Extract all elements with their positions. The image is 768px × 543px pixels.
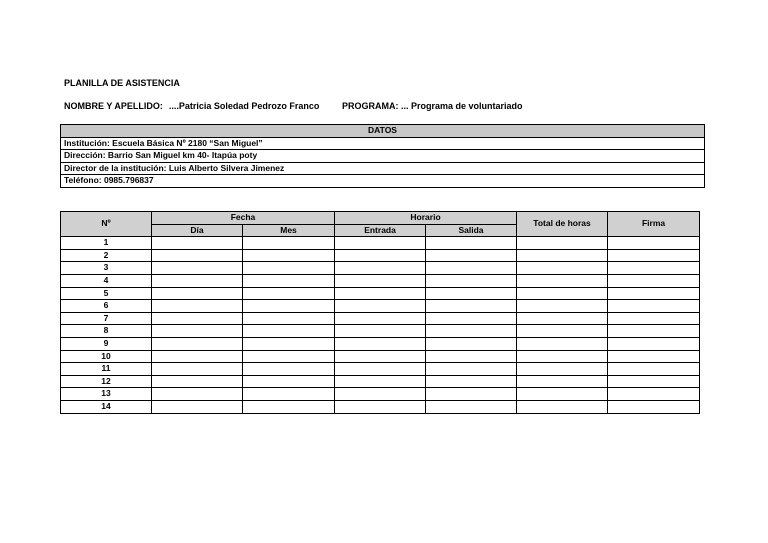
signature-cell[interactable]: [608, 287, 700, 300]
dia-cell[interactable]: [152, 325, 243, 338]
row-number: 9: [61, 337, 152, 350]
entrada-cell[interactable]: [335, 388, 426, 401]
signature-cell[interactable]: [608, 249, 700, 262]
dia-cell[interactable]: [152, 312, 243, 325]
salida-cell[interactable]: [426, 375, 517, 388]
mes-cell[interactable]: [243, 337, 335, 350]
table-row: [61, 375, 700, 388]
table-row: [61, 237, 700, 250]
row-number: 11: [61, 363, 152, 376]
col-number-header: Nº: [61, 212, 152, 237]
signature-cell[interactable]: [608, 363, 700, 376]
signature-cell[interactable]: [608, 262, 700, 275]
mes-cell[interactable]: [243, 249, 335, 262]
dia-cell[interactable]: [152, 237, 243, 250]
col-entrada-header: Entrada: [335, 224, 426, 237]
row-number: 14: [61, 400, 152, 413]
signature-cell[interactable]: [608, 237, 700, 250]
signature-cell[interactable]: [608, 375, 700, 388]
salida-cell[interactable]: [426, 312, 517, 325]
signature-cell[interactable]: [608, 325, 700, 338]
row-number: 4: [61, 274, 152, 287]
table-row: [61, 363, 700, 376]
program-label: PROGRAMA:: [342, 101, 399, 111]
table-row: [61, 388, 700, 401]
entrada-cell[interactable]: [335, 337, 426, 350]
salida-cell[interactable]: [426, 300, 517, 313]
col-salida-header: Salida: [426, 224, 517, 237]
row-number: 12: [61, 375, 152, 388]
mes-cell[interactable]: [243, 400, 335, 413]
document-title: PLANILLA DE ASISTENCIA: [64, 78, 180, 88]
total-hours-cell[interactable]: [517, 312, 608, 325]
dia-cell[interactable]: [152, 375, 243, 388]
entrada-cell[interactable]: [335, 325, 426, 338]
name-line: [64, 101, 319, 111]
dia-cell[interactable]: [152, 400, 243, 413]
mes-cell[interactable]: [243, 274, 335, 287]
total-hours-cell[interactable]: [517, 400, 608, 413]
signature-cell[interactable]: [608, 388, 700, 401]
total-hours-cell[interactable]: [517, 262, 608, 275]
entrada-cell[interactable]: [335, 350, 426, 363]
signature-cell[interactable]: [608, 312, 700, 325]
salida-cell[interactable]: [426, 363, 517, 376]
signature-cell[interactable]: [608, 400, 700, 413]
table-row: [61, 262, 700, 275]
row-number: 5: [61, 287, 152, 300]
table-row: [61, 249, 700, 262]
salida-cell[interactable]: [426, 388, 517, 401]
mes-cell[interactable]: [243, 388, 335, 401]
salida-cell[interactable]: [426, 262, 517, 275]
col-total-header: Total de horas: [517, 212, 608, 237]
row-number: 2: [61, 249, 152, 262]
dia-cell[interactable]: [152, 287, 243, 300]
signature-cell[interactable]: [608, 300, 700, 313]
datos-phone: Teléfono: 0985.796837: [61, 175, 705, 188]
dia-cell[interactable]: [152, 337, 243, 350]
row-number: 13: [61, 388, 152, 401]
salida-cell[interactable]: [426, 249, 517, 262]
salida-cell[interactable]: [426, 325, 517, 338]
name-label: NOMBRE Y APELLIDO:: [64, 101, 163, 111]
program-line: [342, 101, 523, 111]
attendance-table: [60, 211, 700, 414]
datos-table: [60, 124, 705, 188]
salida-cell[interactable]: [426, 400, 517, 413]
total-hours-cell[interactable]: [517, 350, 608, 363]
mes-cell[interactable]: [243, 363, 335, 376]
col-fecha-header: Fecha: [152, 212, 335, 225]
mes-cell[interactable]: [243, 375, 335, 388]
entrada-cell[interactable]: [335, 287, 426, 300]
table-row: [61, 337, 700, 350]
total-hours-cell[interactable]: [517, 325, 608, 338]
col-firma-header: Firma: [608, 212, 700, 237]
entrada-cell[interactable]: [335, 274, 426, 287]
dia-cell[interactable]: [152, 249, 243, 262]
datos-address: Dirección: Barrio San Miguel km 40- Itapúa poty: [61, 150, 705, 163]
salida-cell[interactable]: [426, 350, 517, 363]
mes-cell[interactable]: [243, 350, 335, 363]
row-number: 10: [61, 350, 152, 363]
mes-cell[interactable]: [243, 237, 335, 250]
dia-cell[interactable]: [152, 388, 243, 401]
datos-heading: DATOS: [61, 125, 705, 138]
signature-cell[interactable]: [608, 337, 700, 350]
entrada-cell[interactable]: [335, 363, 426, 376]
signature-cell[interactable]: [608, 274, 700, 287]
salida-cell[interactable]: [426, 274, 517, 287]
entrada-cell[interactable]: [335, 375, 426, 388]
dia-cell[interactable]: [152, 274, 243, 287]
salida-cell[interactable]: [426, 287, 517, 300]
total-hours-cell[interactable]: [517, 388, 608, 401]
entrada-cell[interactable]: [335, 237, 426, 250]
total-hours-cell[interactable]: [517, 375, 608, 388]
attendance-body: [61, 237, 700, 413]
table-row: [61, 400, 700, 413]
table-row: [61, 350, 700, 363]
col-horario-header: Horario: [335, 212, 517, 225]
entrada-cell[interactable]: [335, 300, 426, 313]
program-value: ... Programa de voluntariado: [401, 101, 523, 111]
dia-cell[interactable]: [152, 363, 243, 376]
table-row: [61, 300, 700, 313]
mes-cell[interactable]: [243, 325, 335, 338]
mes-cell[interactable]: [243, 300, 335, 313]
table-row: [61, 274, 700, 287]
total-hours-cell[interactable]: [517, 237, 608, 250]
entrada-cell[interactable]: [335, 262, 426, 275]
entrada-cell[interactable]: [335, 249, 426, 262]
name-value: ....Patricia Soledad Pedrozo Franco: [168, 101, 320, 111]
table-row: [61, 325, 700, 338]
row-number: 3: [61, 262, 152, 275]
datos-institution: Institución: Escuela Básica Nº 2180 “San Miguel”: [61, 137, 705, 150]
mes-cell[interactable]: [243, 262, 335, 275]
row-number: 6: [61, 300, 152, 313]
col-mes-header: Mes: [243, 224, 335, 237]
entrada-cell[interactable]: [335, 400, 426, 413]
mes-cell[interactable]: [243, 312, 335, 325]
signature-cell[interactable]: [608, 350, 700, 363]
mes-cell[interactable]: [243, 287, 335, 300]
dia-cell[interactable]: [152, 300, 243, 313]
dia-cell[interactable]: [152, 262, 243, 275]
total-hours-cell[interactable]: [517, 300, 608, 313]
total-hours-cell[interactable]: [517, 249, 608, 262]
total-hours-cell[interactable]: [517, 363, 608, 376]
salida-cell[interactable]: [426, 337, 517, 350]
table-row: [61, 312, 700, 325]
table-row: [61, 287, 700, 300]
total-hours-cell[interactable]: [517, 274, 608, 287]
dia-cell[interactable]: [152, 350, 243, 363]
datos-director: Director de la institución: Luis Alberto Silvera Jimenez: [61, 162, 705, 175]
total-hours-cell[interactable]: [517, 287, 608, 300]
row-number: 7: [61, 312, 152, 325]
row-number: 1: [61, 237, 152, 250]
row-number: 8: [61, 325, 152, 338]
total-hours-cell[interactable]: [517, 337, 608, 350]
col-dia-header: Día: [152, 224, 243, 237]
entrada-cell[interactable]: [335, 312, 426, 325]
salida-cell[interactable]: [426, 237, 517, 250]
